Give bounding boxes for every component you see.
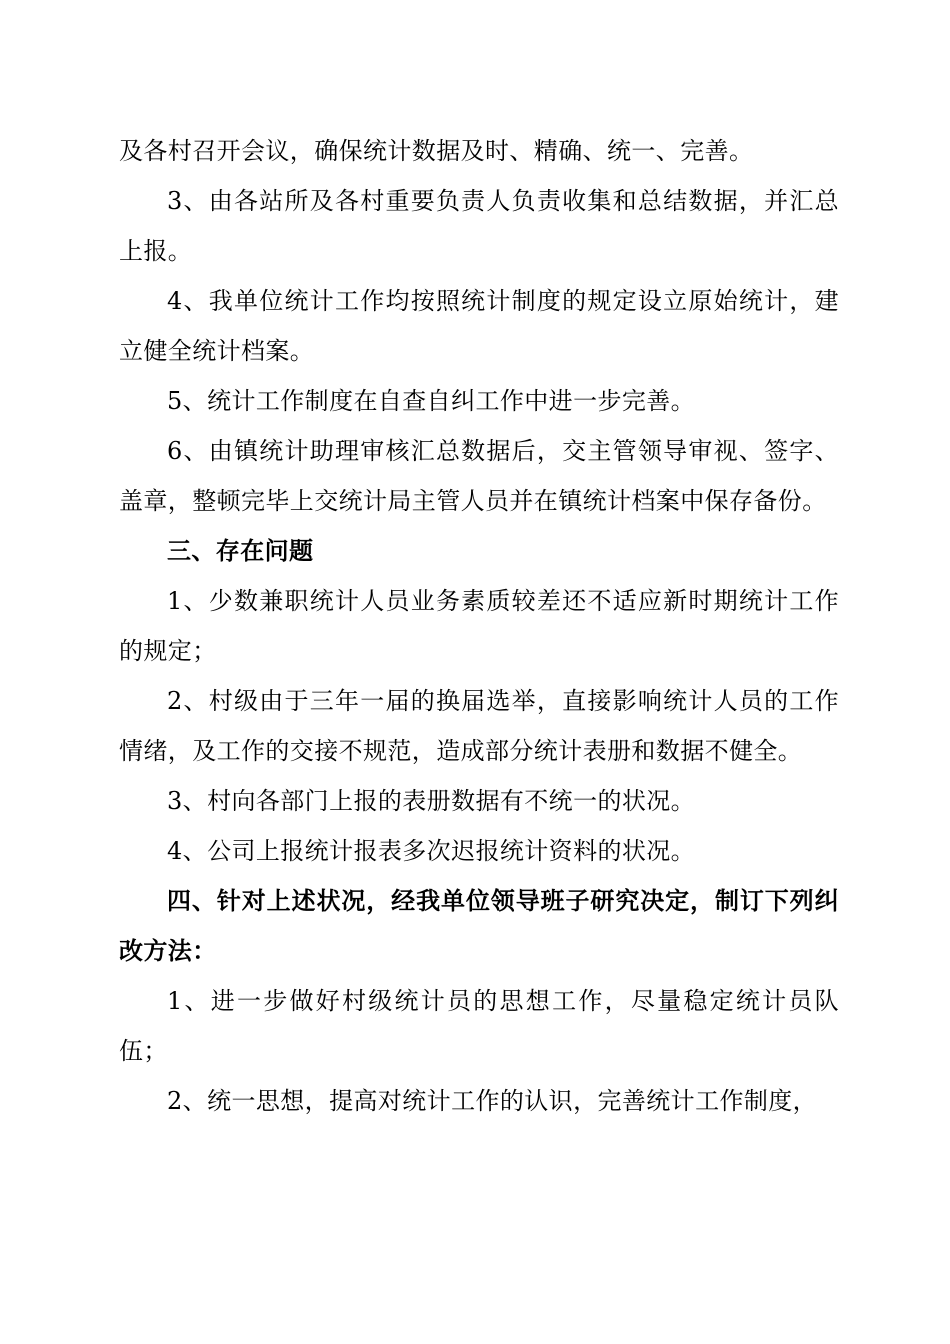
paragraph-problem-2: 2、村级由于三年一届的换届选举，直接影响统计人员的工作情绪，及工作的交接不规范，造成部分统计表册和数据不健全。 — [119, 687, 839, 765]
paragraph-item-4-archives: 4、我单位统计工作均按照统计制度的规定设立原始统计，建立健全统计档案。 — [119, 287, 839, 365]
paragraph-measure-1: 1、进一步做好村级统计员的思想工作，尽量稳定统计员队伍； — [119, 987, 839, 1065]
paragraph-meeting: 及各村召开会议，确保统计数据及时、精确、统一、完善。 — [119, 137, 754, 165]
paragraph-item-3-collection: 3、由各站所及各村重要负责人负责收集和总结数据，并汇总上报。 — [119, 187, 839, 265]
paragraph-problem-4: 4、公司上报统计报表多次迟报统计资料的状况。 — [167, 837, 696, 865]
section-heading-corrective-measures: 四、针对上述状况，经我单位领导班子研究决定，制订下列纠改方法： — [119, 886, 839, 965]
paragraph-problem-3: 3、村向各部门上报的表册数据有不统一的状况。 — [167, 787, 696, 815]
paragraph-problem-1: 1、少数兼职统计人员业务素质较差还不适应新时期统计工作的规定； — [119, 587, 839, 665]
paragraph-item-6-review: 6、由镇统计助理审核汇总数据后，交主管领导审视、签字、盖章，整顿完毕上交统计局主管人员并在镇统计档案中保存备份。 — [119, 437, 839, 515]
paragraph-measure-2: 2、统一思想，提高对统计工作的认识，完善统计工作制度， — [167, 1087, 818, 1115]
document-page — [119, 126, 839, 1126]
paragraph-item-5-self-check: 5、统计工作制度在自查自纠工作中进一步完善。 — [167, 387, 696, 415]
section-heading-problems: 三、存在问题 — [167, 536, 314, 565]
